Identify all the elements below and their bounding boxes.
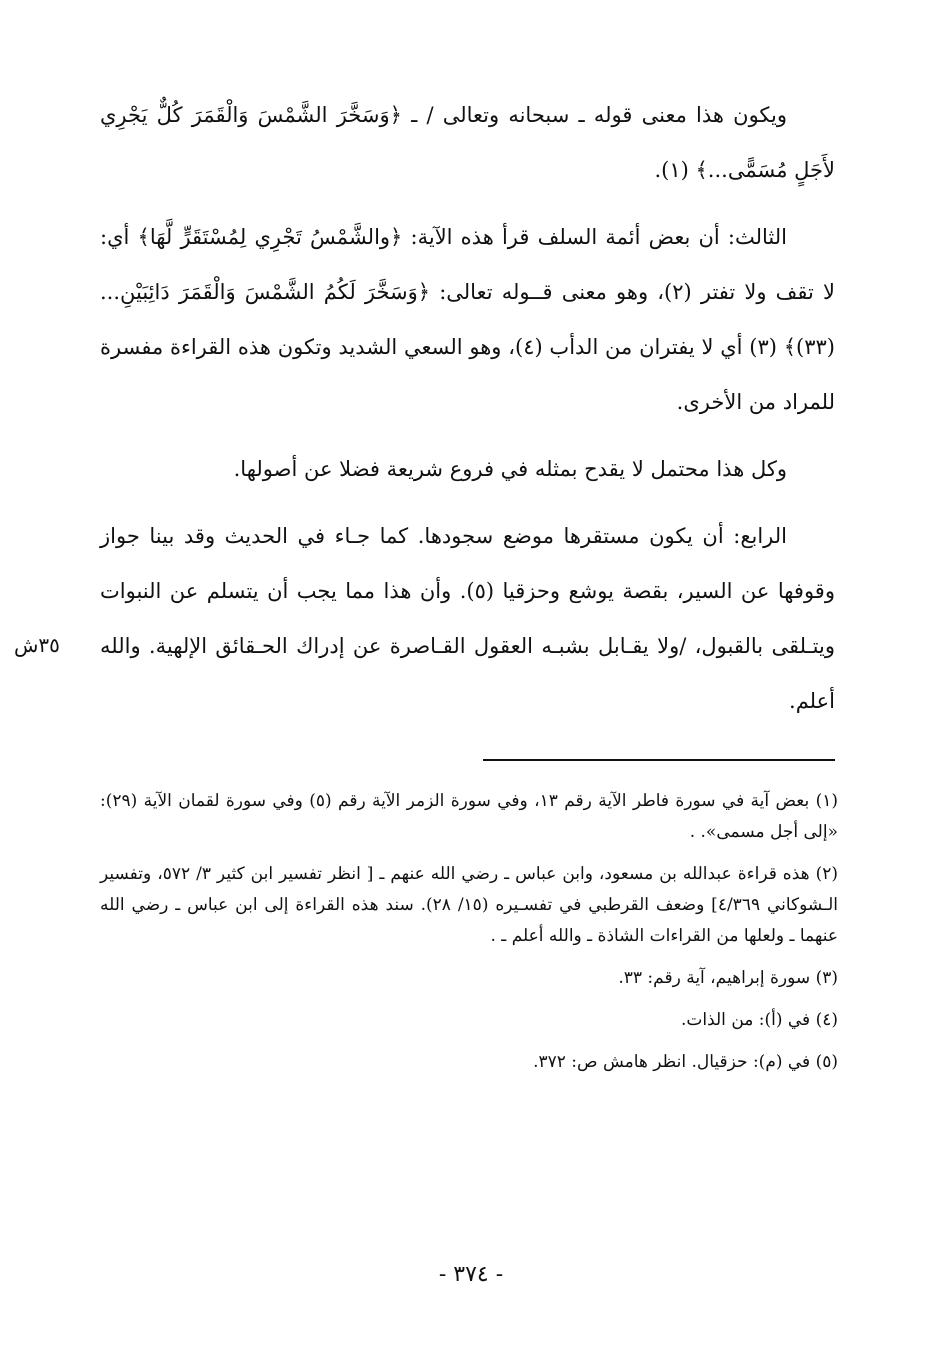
footnotes bbox=[100, 786, 838, 1089]
main-body-text bbox=[100, 88, 835, 741]
footnote-5: (٥) في (م): حزقيال. انظر هامش ص: ٣٧٢. bbox=[533, 1052, 838, 1072]
paragraph-1: ويكون هذا معنى قوله ـ سبحانه وتعالى / ـ ﴿وَسَخَّرَ الشَّمْسَ وَالْقَمَرَ كُلٌّ يَجْرِي لأَجَلٍ مُسَمًّى...﴾ (١). bbox=[100, 103, 835, 182]
footnote-divider bbox=[483, 759, 835, 761]
paragraph-3: وكل هذا محتمل لا يقدح بمثله في فروع شريعة فضلا عن أصولها. bbox=[233, 457, 787, 481]
paragraph-4: الرابع: أن يكون مستقرها موضع سجودها. كما جـاء في الحديث وقد بينا جواز وقوفها عن السير، بقصة يوشع وحزقيا (٥). وأن هذا مما يجب أن يتسلم عن النبوات ويتـلقى بالقبول، /ولا يقـابل بشبـه العقول القـاصرة عن إدراك الحـقائق الإلهية. والله أعلم. bbox=[100, 524, 835, 713]
page-number: - ٣٧٤ - bbox=[438, 1262, 504, 1287]
footnote-1: (١) بعض آية في سورة فاطر الآية رقم ١٣، وفي سورة الزمر الآية رقم (٥) وفي سورة لقمان الآية (٢٩): «إلى أجل مسمى». . bbox=[100, 791, 839, 842]
paragraph-2: الثالث: أن بعض أئمة السلف قرأ هذه الآية: ﴿والشَّمْسُ تَجْرِي لِمُسْتَقَرٍّ لَّهَا﴾ أي: لا تقف ولا تفتر (٢)، وهو معنى قــوله تعالى: ﴿وَسَخَّرَ لَكُمُ الشَّمْسَ وَالْقَمَرَ دَائِبَيْنِ... (٣٣)﴾ (٣) أي لا يفتران من الدأب (٤)، وهو السعي الشديد وتكون هذه القراءة مفسرة للمراد من الأخرى. bbox=[100, 225, 835, 414]
footnote-3: (٣) سورة إبراهيم، آية رقم: ٣٣. bbox=[618, 968, 838, 988]
footnote-4: (٤) في (أ): من الذات. bbox=[680, 1010, 838, 1030]
manuscript-folio-marker: ٣٥ش bbox=[14, 633, 60, 657]
footnote-2: (٢) هذه قراءة عبدالله بن مسعود، وابن عباس ـ رضي الله عنهم ـ [ انظر تفسير ابن كثير ٣/ ٥٧٢، وتفسير الـشوكاني ٤/٣٦٩] وضعف القرطبي في تفسـيره (١٥/ ٢٨). سند هذه القراءة إلى ابن عباس ـ رضي الله عنهما ـ ولعلها من القراءات الشاذة ـ والله أعلم ـ . bbox=[100, 864, 838, 946]
